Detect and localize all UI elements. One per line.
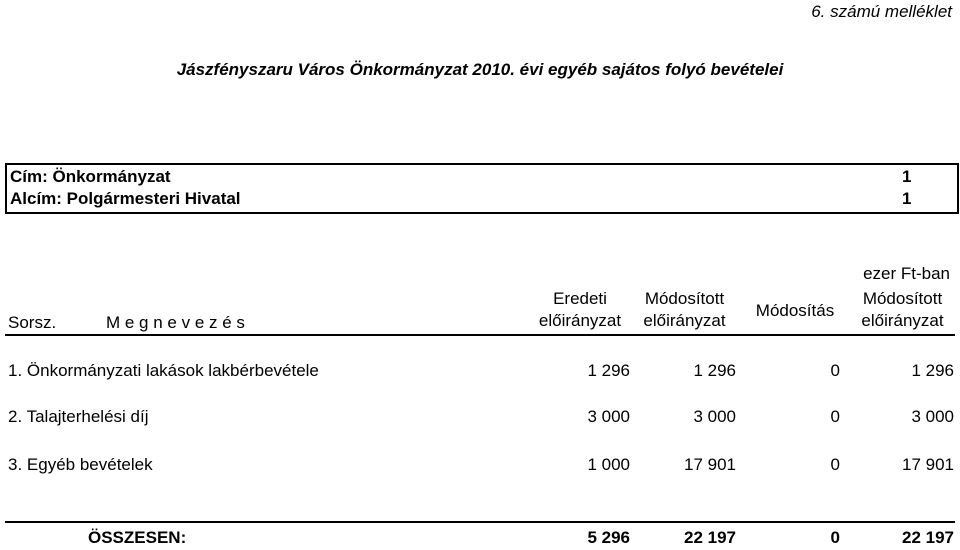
total-label: ÖSSZESEN: bbox=[88, 528, 187, 547]
header-sorsz: Sorsz. bbox=[8, 313, 57, 332]
alcim-label: Alcím: Polgármesteri Hivatal bbox=[10, 189, 241, 208]
row-modositott: 17 901 bbox=[684, 455, 736, 474]
cim-value: 1 bbox=[902, 167, 912, 186]
header-modositott-line1: Módosított bbox=[644, 289, 725, 308]
row-name: 3. Egyéb bevételek bbox=[8, 455, 153, 474]
table-row bbox=[0, 361, 960, 383]
table-row bbox=[0, 407, 960, 429]
header-eredeti-line2: előirányzat bbox=[538, 311, 622, 330]
row-modositas: 0 bbox=[830, 407, 840, 426]
table-row bbox=[0, 455, 960, 477]
header-mod-final-line1: Módosított bbox=[862, 289, 943, 308]
row-eredeti: 1 296 bbox=[587, 361, 630, 380]
row-eredeti: 1 000 bbox=[587, 455, 630, 474]
header-eredeti bbox=[530, 288, 630, 332]
cim-label: Cím: Önkormányzat bbox=[10, 167, 171, 186]
total-mod-final: 22 197 bbox=[902, 528, 954, 547]
header-mod-final bbox=[850, 288, 955, 332]
row-mod-final: 17 901 bbox=[902, 455, 954, 474]
row-modositott: 3 000 bbox=[693, 407, 736, 426]
info-box bbox=[5, 163, 959, 214]
header-modositas: Módosítás bbox=[755, 301, 835, 320]
row-eredeti: 3 000 bbox=[587, 407, 630, 426]
annex-label: 6. számú melléklet bbox=[811, 2, 952, 21]
header-megnevezes: M e g n e v e z é s bbox=[106, 313, 245, 332]
total-modositas: 0 bbox=[830, 528, 840, 547]
row-mod-final: 3 000 bbox=[911, 407, 954, 426]
total-row bbox=[0, 528, 960, 550]
row-mod-final: 1 296 bbox=[911, 361, 954, 380]
total-modositott: 22 197 bbox=[684, 528, 736, 547]
header-mod-final-line2: előirányzat bbox=[861, 311, 944, 330]
row-name: 2. Talajterhelési díj bbox=[8, 407, 149, 426]
total-divider bbox=[5, 521, 955, 523]
page-title: Jászfényszaru Város Önkormányzat 2010. évi egyéb sajátos folyó bevételei bbox=[176, 60, 784, 79]
unit-label: ezer Ft-ban bbox=[863, 264, 950, 283]
row-modositas: 0 bbox=[830, 455, 840, 474]
header-divider bbox=[5, 334, 955, 336]
header-modositott bbox=[632, 288, 737, 332]
alcim-value: 1 bbox=[902, 189, 912, 208]
header-eredeti-line1: Eredeti bbox=[553, 289, 607, 308]
header-modositott-line2: előirányzat bbox=[643, 311, 726, 330]
row-name: 1. Önkormányzati lakások lakbérbevétele bbox=[8, 361, 319, 380]
row-modositas: 0 bbox=[830, 361, 840, 380]
total-eredeti: 5 296 bbox=[587, 528, 630, 547]
row-modositott: 1 296 bbox=[693, 361, 736, 380]
